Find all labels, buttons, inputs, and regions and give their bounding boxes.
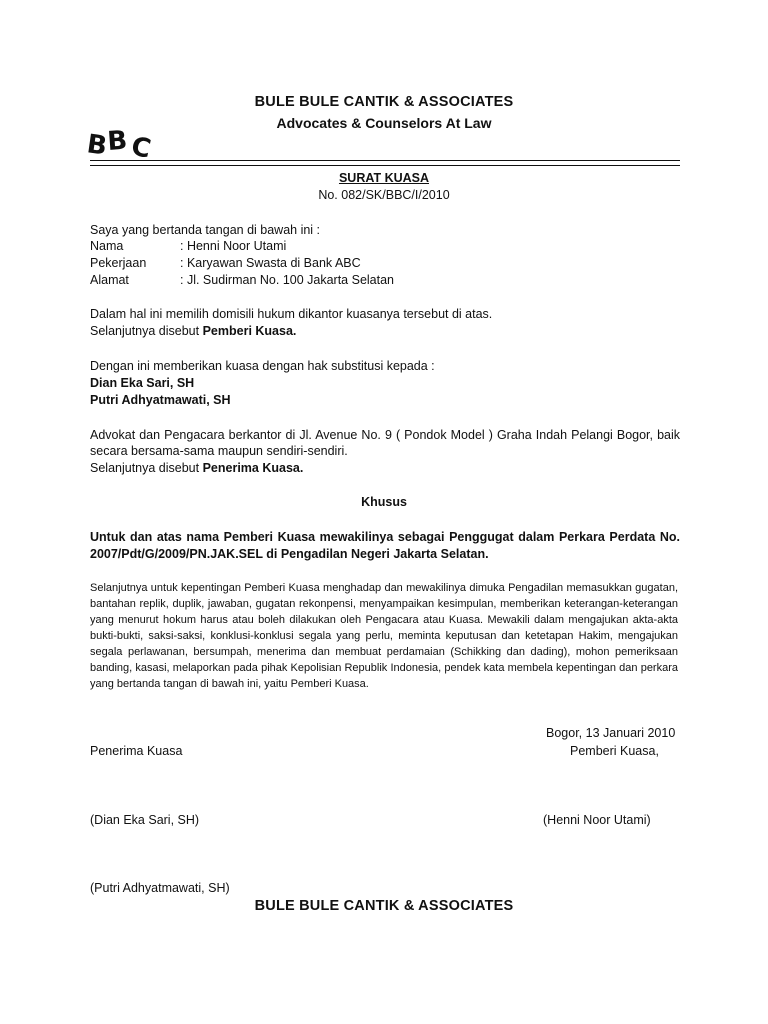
pemberi-prefix: Selanjutnya disebut — [90, 324, 203, 338]
grantor-value: : Karyawan Swasta di Bank ABC — [180, 256, 361, 270]
domicile-line: Dalam hal ini memilih domisili hukum dikantor kuasanya tersebut di atas. — [90, 307, 493, 321]
logo-letter-b1: B — [85, 129, 109, 162]
doc-number: No. 082/SK/BBC/I/2010 — [318, 188, 450, 202]
grantor-value: : Henni Noor Utami — [180, 239, 287, 253]
office-address: Advokat dan Pengacara berkantor di Jl. Avenue No. 9 ( Pondok Model ) Graha Indah Pelangi Bogor, baik secara bersama-sama maupun sendiri-sendiri. — [90, 428, 680, 458]
grantor-label: Pekerjaan — [90, 256, 147, 270]
firm-subtitle: Advocates & Counselors At Law — [276, 115, 492, 131]
place-date: Bogor, 13 Januari 2010 — [546, 726, 676, 740]
header-rule-bottom — [90, 165, 680, 166]
doc-title: SURAT KUASA — [338, 171, 430, 185]
penerima-prefix: Selanjutnya disebut — [90, 461, 203, 475]
attorney-name: Dian Eka Sari, SH — [90, 376, 195, 390]
pemberi-kuasa-term: Pemberi Kuasa. — [202, 324, 297, 338]
giver-signature: (Henni Noor Utami) — [543, 813, 651, 827]
purpose-paragraph: Untuk dan atas nama Pemberi Kuasa mewakilinya sebagai Penggugat dalam Perkara Perdata No. 2007/Pdt/G/2009/PN.JAK.SEL di Pengadilan Negeri Jakarta Selatan. — [90, 530, 680, 561]
grantor-row-nama — [90, 238, 286, 254]
khusus-heading: Khusus — [361, 495, 407, 509]
grant-intro: Dengan ini memberikan kuasa dengan hak substitusi kepada : — [90, 359, 435, 373]
receiver-label: Penerima Kuasa — [90, 744, 183, 758]
footer-firm-name: BULE BULE CANTIK & ASSOCIATES — [254, 898, 514, 914]
receiver-signature-1: (Dian Eka Sari, SH) — [90, 813, 200, 827]
logo-letter-c: C — [128, 131, 154, 165]
pemberi-kuasa-line — [90, 323, 296, 339]
giver-label: Pemberi Kuasa, — [570, 744, 659, 758]
grantor-row-pekerjaan — [90, 255, 361, 271]
grantor-label: Nama — [90, 239, 124, 253]
grantor-label: Alamat — [90, 273, 129, 287]
header-rule-top — [90, 160, 680, 161]
intro-text: Saya yang bertanda tangan di bawah ini : — [90, 223, 321, 237]
receiver-signature-2: (Putri Adhyatmawati, SH) — [90, 881, 230, 895]
penerima-kuasa-line — [90, 460, 303, 476]
attorney-name: Putri Adhyatmawati, SH — [90, 393, 231, 407]
penerima-kuasa-term: Penerima Kuasa. — [202, 461, 304, 475]
powers-paragraph: Selanjutnya untuk kepentingan Pemberi Kuasa menghadap dan mewakilinya dimuka Pengadilan memasukkan gugatan, bantahan replik, duplik, jawaban, gugatan rekonpensi, menyampaikan kesimpulan, memberikan keterangan-keterangan yang menurut hokum harus atau boleh dilakukan oleh Pengacara atau Kuasa. Mewakili dalam mengajukan akta-akta bukti-bukti, saksi-saksi, konklusi-konklusi segala yang perlu, meminta keputusan dan ketetapan Hakim, mengajukan segala perlawanan, bersumpah, menerima dan membuat perdamaian (Schikking dan dading), mohon pemeriksaan banding, kasasi, melaporkan pada pihak Kepolisian Republik Indonesia, pendek kata membela kepentingan dan perkara yang bertanda tangan di bawah ini, yaitu Pemberi Kuasa. — [90, 582, 678, 690]
grantor-row-alamat — [90, 272, 394, 288]
logo-letter-b2: B — [106, 125, 129, 157]
firm-name: BULE BULE CANTIK & ASSOCIATES — [254, 94, 514, 110]
grantor-value: : Jl. Sudirman No. 100 Jakarta Selatan — [180, 273, 395, 287]
